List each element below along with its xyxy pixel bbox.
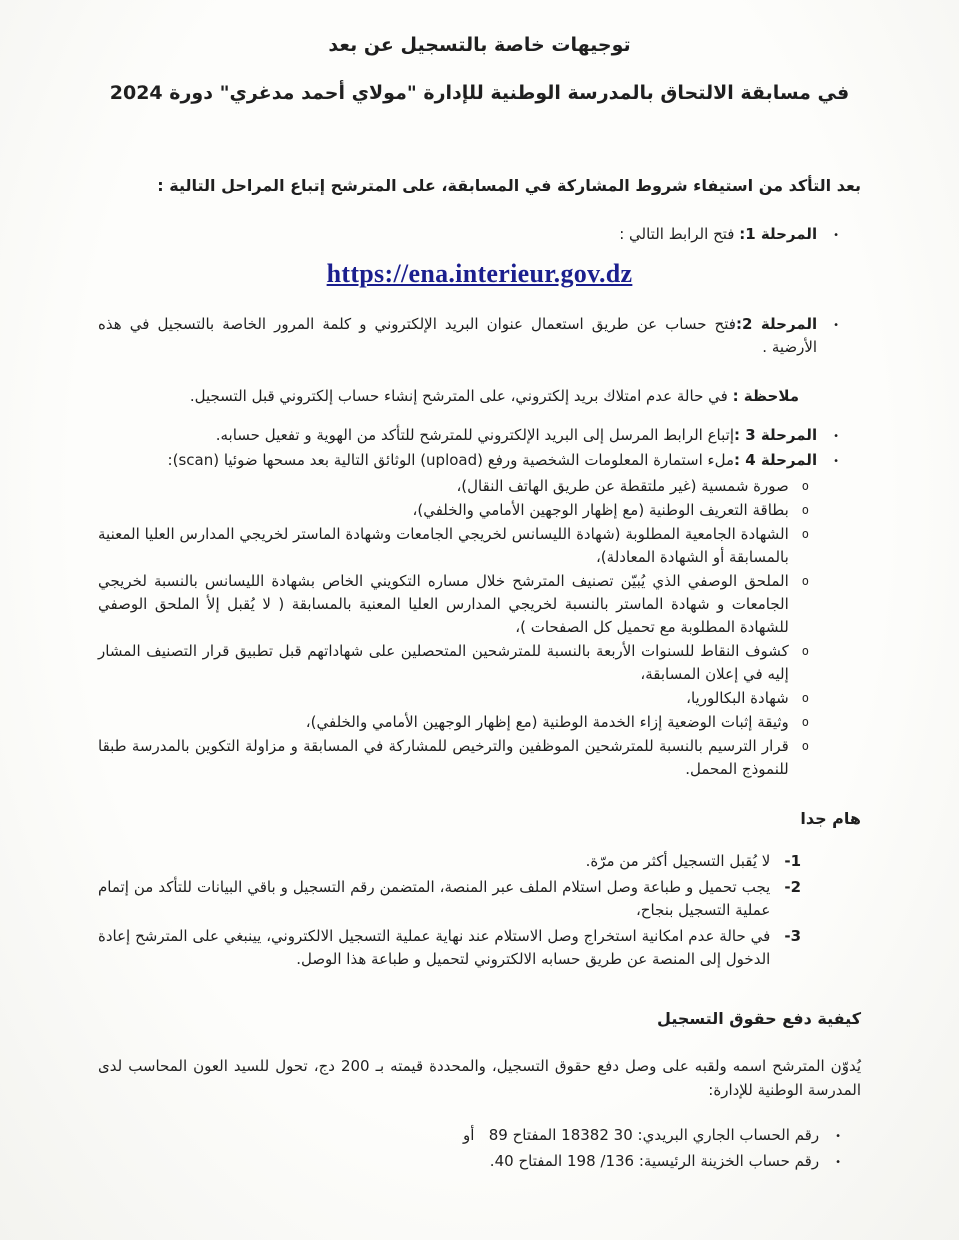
document-item-text: وثيقة إثبات الوضعية إزاء الخدمة الوطنية (مع إظهار الوجهين الأمامي والخلفي)، xyxy=(305,713,789,731)
list-item xyxy=(98,1124,861,1148)
list-item xyxy=(98,876,861,922)
bullet-icon: • xyxy=(833,230,839,241)
important-item-text: في حالة عدم امكانية استخراج وصل الاستلام عند نهاية عملية التسجيل الالكتروني، يينبغي على المترشح إعادة الدخول إلى المنصة عن طريق حسابه الالكتروني لتحميل و طباعة هذا الوصل. xyxy=(98,927,771,968)
list-item xyxy=(98,735,861,781)
payment-intro-paragraph: يُدوّن المترشح اسمه ولقبه على وصل دفع حقوق التسجيل، والمحددة قيمته بـ 200 دج، تحول للسيد العون المحاسب لدى المدرسة الوطنية للإدارة: xyxy=(98,1057,861,1099)
bullet-icon: • xyxy=(833,456,839,467)
circle-bullet-icon: o xyxy=(801,715,809,729)
registration-link[interactable]: https://ena.interieur.gov.dz xyxy=(326,259,633,288)
list-item xyxy=(98,523,861,569)
payment-heading: كيفية دفع حقوق التسجيل xyxy=(657,1009,861,1028)
bullet-icon: • xyxy=(833,431,839,442)
document-item-text: كشوف النقاط للسنوات الأربعة بالنسبة للمترشحين المتحصلين على شهاداتهم قبل تطبيق قرار التصنيف المشار إليه في إعلان المسابقة، xyxy=(98,642,789,683)
step-4-item xyxy=(98,449,861,473)
important-item-text: يجب تحميل و طباعة وصل استلام الملف عبر المنصة، المتضمن رقم التسجيل و باقي البيانات للتأكد من إتمام عملية التسجيل بنجاح، xyxy=(98,878,771,919)
note-paragraph xyxy=(98,385,861,408)
document-item-text: صورة شمسية (غير ملتقطة عن طريق الهاتف النقال)، xyxy=(456,477,789,495)
bullet-icon: • xyxy=(833,320,839,331)
note-body: في حالة عدم امتلاك بريد إلكتروني، على المترشح إنشاء حساب إلكتروني قبل التسجيل. xyxy=(189,387,728,405)
step-2-text xyxy=(98,313,817,359)
document-item-text: شهادة البكالوريا، xyxy=(686,689,789,707)
list-item xyxy=(98,925,861,971)
document-item-text: بطاقة التعريف الوطنية (مع إظهار الوجهين الأمامي والخلفي)، xyxy=(412,501,789,519)
list-item xyxy=(98,475,861,498)
step-2-body: فتح حساب عن طريق استعمال عنوان البريد الإلكتروني و كلمة المرور الخاصة بالتسجيل في هذه الأرضية . xyxy=(98,315,818,356)
circle-bullet-icon: o xyxy=(801,479,809,493)
step-1-item xyxy=(98,223,861,247)
document-item-text: الملحق الوصفي الذي يُبيّن تصنيف المترشح خلال مساره التكويني الخاص بشهادة الليسانس بالنسبة لخريجي الجامعات و شهادة الماستر بالنسبة لخريجي المدارس العليا المعنية بالمسابقة ( لا يُقبل إلأ الملحق الوصفي للشهادة المطلوبة مع تحميل كل الصفحات )، xyxy=(98,572,789,636)
circle-bullet-icon: o xyxy=(801,739,809,753)
bullet-icon: • xyxy=(835,1157,841,1168)
step-3-body: إتباع الرابط المرسل إلى البريد الإلكتروني للمترشح للتأكد من الهوية و تفعيل حسابه. xyxy=(215,426,734,444)
step-1-body: فتح الرابط التالي : xyxy=(619,225,735,243)
step-1-label: المرحلة 1: xyxy=(739,225,818,243)
list-item xyxy=(98,570,861,639)
bullet-icon: • xyxy=(835,1131,841,1142)
step-3-text xyxy=(216,424,817,447)
step-4-label: المرحلة 4 : xyxy=(734,451,818,469)
list-item xyxy=(98,850,861,873)
circle-bullet-icon: o xyxy=(801,503,809,517)
intro-paragraph: بعد التأكد من استيفاء شروط المشاركة في المسابقة، على المترشح إتباع المراحل التالية : xyxy=(157,176,861,195)
important-item-text: لا يُقبل التسجيل أكثر من مرّة. xyxy=(585,852,771,870)
document-item-text: الشهادة الجامعية المطلوبة (شهادة الليسانس لخريجي الجامعات وشهادة الماستر لخريجي المدارس العليا المعنية بالمسابقة أو الشهادة المعادلة)، xyxy=(98,525,789,566)
step-1-text xyxy=(619,223,817,246)
step-4-text xyxy=(168,449,818,472)
step-2-label: المرحلة 2: xyxy=(735,315,818,333)
list-item xyxy=(98,499,861,522)
list-item xyxy=(98,687,861,710)
circle-bullet-icon: o xyxy=(801,644,809,658)
postal-account-number: رقم الحساب الجاري البريدي: 30 18382 المفتاح 89 أو xyxy=(463,1126,820,1144)
treasury-account-number: رقم حساب الخزينة الرئيسية: 136/ 198 المفتاح 40. xyxy=(489,1152,820,1170)
list-item xyxy=(98,640,861,686)
item-number: 3- xyxy=(784,927,801,945)
accounts-list xyxy=(98,1124,861,1174)
step-3-item xyxy=(98,424,861,448)
circle-bullet-icon: o xyxy=(801,691,809,705)
item-number: 1- xyxy=(784,852,801,870)
circle-bullet-icon: o xyxy=(801,527,809,541)
step-2-item xyxy=(98,313,861,359)
list-item xyxy=(98,1150,861,1174)
circle-bullet-icon: o xyxy=(801,574,809,588)
item-number: 2- xyxy=(784,878,801,896)
link-line xyxy=(98,259,861,289)
important-heading: هام جدا xyxy=(800,809,861,828)
step-3-label: المرحلة 3 : xyxy=(734,426,818,444)
document-title-line1: توجيهات خاصة بالتسجيل عن بعد xyxy=(328,34,631,56)
step-4-body: ملء استمارة المعلومات الشخصية ورفع (upload) الوثائق التالية بعد مسحها ضوئيا (scan): xyxy=(167,451,734,469)
list-item xyxy=(98,711,861,734)
important-list xyxy=(98,850,861,971)
documents-list xyxy=(98,475,861,781)
document-title-line2: في مسابقة الالتحاق بالمدرسة الوطنية للإدارة "مولاي أحمد مدغري" دورة 2024 xyxy=(109,82,850,104)
note-label: ملاحظة : xyxy=(732,387,799,405)
document-item-text: قرار الترسيم بالنسبة للمترشحين الموظفين والترخيص للمشاركة في المسابقة و مزاولة التكوين بالمدرسة طبقا للنموذج المحمل. xyxy=(98,737,789,778)
